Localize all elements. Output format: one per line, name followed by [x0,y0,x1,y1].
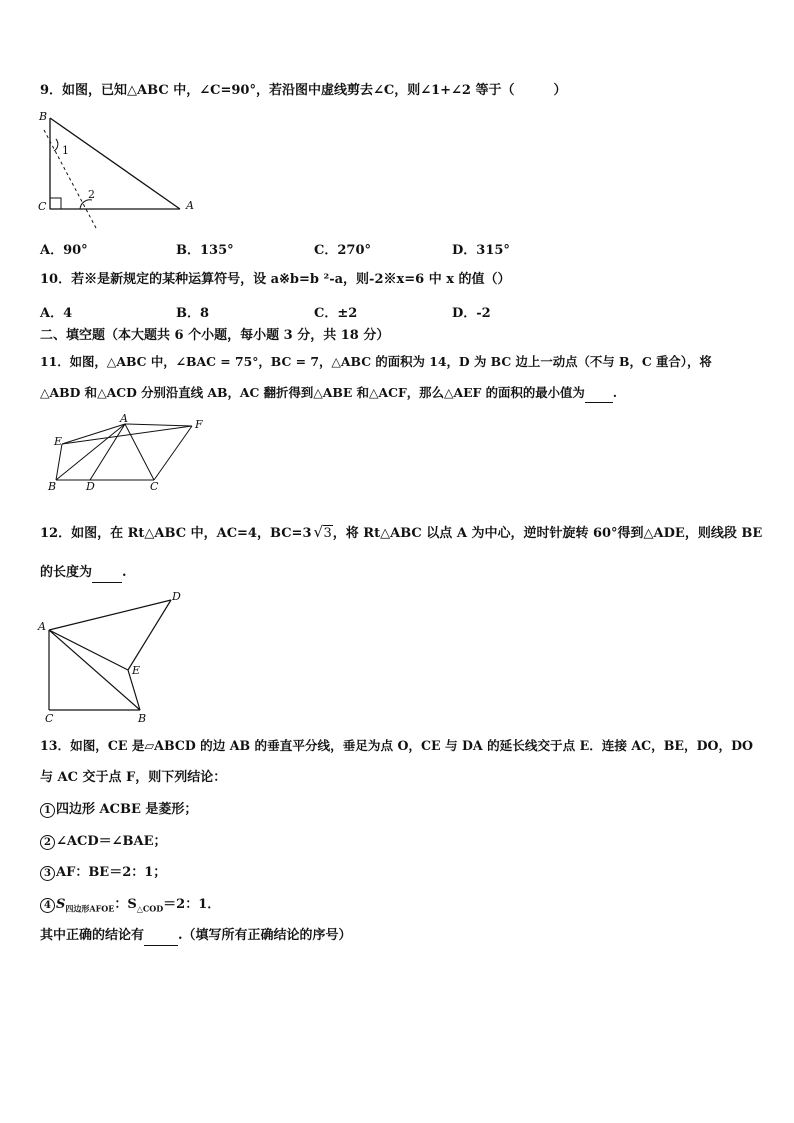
q12-stem-line1 [40,525,762,543]
q12-sqrt: √ 3 [313,523,332,541]
q13-closing [40,927,352,946]
q13-answer-blank[interactable] [144,927,178,946]
q13-stem-line1: 13．如图，CE 是▱ABCD 的边 AB 的垂直平分线，垂足为点 O，CE 与 DA 的延长线交于点 E．连接 AC，BE，DO，DO [40,738,753,753]
q9-label-B: B [39,110,48,123]
q9-label-A: A [186,199,194,212]
q12-label-D: D [172,590,181,603]
q12-end: . [122,565,127,580]
q11-label-E: E [54,435,63,448]
q9-label-2: 2 [88,188,95,201]
q9-stem: 9．如图，已知△ABC 中，∠C=90°，若沿图中虚线剪去∠C，则∠1+∠2 等于（ ） [40,83,567,98]
q13-item-4-sub1: 四边形AFOE [65,903,115,914]
q13-item-1-text: 四边形 ACBE 是菱形； [56,802,198,817]
q13-item-3-text: AF：BE＝2：1； [56,865,167,880]
q13-item-2-text: ∠ACD＝∠BAE； [56,834,167,849]
section-2-title: 二、填空题（本大题共 6 个小题，每小题 3 分，共 18 分） [40,328,390,343]
q10-option-c: C．±2 [314,306,358,321]
q9-label-C: C [38,200,47,213]
q11-answer-blank[interactable] [585,384,613,403]
q11-stem-line1: 11．如图，△ABC 中，∠BAC = 75°，BC = 7，△ABC 的面积为 14，D 为 BC 边上一动点（不与 B，C 重合），将 [40,354,712,369]
q13-item-4 [40,896,220,918]
q12-label-B: B [138,712,147,724]
q13-item-4-sub2: △COD [136,903,164,914]
q13-item-3 [40,864,166,882]
q10-option-b: B．8 [176,306,210,321]
q13-closing-a: 其中正确的结论有 [40,928,145,943]
q13-stem-line2: 与 AC 交于点 F，则下列结论： [40,770,227,785]
q11-parallelogram-figure [44,414,214,494]
q11-stem-line2-text: △ABD 和△ACD 分别沿直线 AB，AC 翻折得到△ABE 和△ACF，那么△AEF 的面积的最小值为 [40,385,585,400]
q9-option-b: B．135° [176,243,234,258]
q13-item-4-number: 4 [40,898,55,913]
q13-item-1 [40,801,197,819]
q13-item-3-number: 3 [40,866,55,881]
q13-item-4-mid: ：S [114,897,137,912]
q12-stem-line2-text: 的长度为 [40,565,93,580]
q11-label-B: B [48,480,57,493]
q10-option-a: A．4 [40,306,73,321]
q13-closing-b: .（填写所有正确结论的序号） [178,928,352,943]
q12-stem-line1-a: 12．如图，在 Rt△ABC 中，AC=4，BC=3 [40,526,312,541]
q13-item-4-s: S [56,897,66,912]
q9-option-c: C．270° [314,243,371,258]
q11-label-F: F [195,418,203,431]
q11-end: . [612,385,618,400]
q11-label-D: D [86,480,95,493]
q13-item-2 [40,833,166,851]
q12-label-C: C [45,712,54,724]
q11-label-A: A [120,414,128,425]
q12-label-E: E [132,664,141,677]
q13-item-2-number: 2 [40,835,55,850]
q9-option-d: D．315° [452,243,510,258]
q11-stem-line2 [40,384,617,403]
q13-item-1-number: 1 [40,803,55,818]
q13-item-4-tail: ＝2：1． [163,897,221,912]
q12-answer-blank[interactable] [92,564,122,583]
q12-rotation-figure [36,588,196,724]
q9-triangle-figure [30,106,210,232]
q11-label-C: C [150,480,159,493]
q12-stem-line2 [40,564,127,583]
q12-sqrt-value: 3 [323,526,332,541]
q12-stem-line1-b: ，将 Rt△ABC 以点 A 为中心，逆时针旋转 60°得到△ADE，则线段 BE [332,526,763,541]
q9-option-a: A．90° [40,243,88,258]
q10-option-d: D．-2 [452,306,491,321]
q12-label-A: A [38,620,46,633]
q10-stem: 10．若※是新规定的某种运算符号，设 a※b=b ²-a，则-2※x=6 中 x 的值（） [40,272,511,287]
q9-label-1: 1 [62,144,69,157]
